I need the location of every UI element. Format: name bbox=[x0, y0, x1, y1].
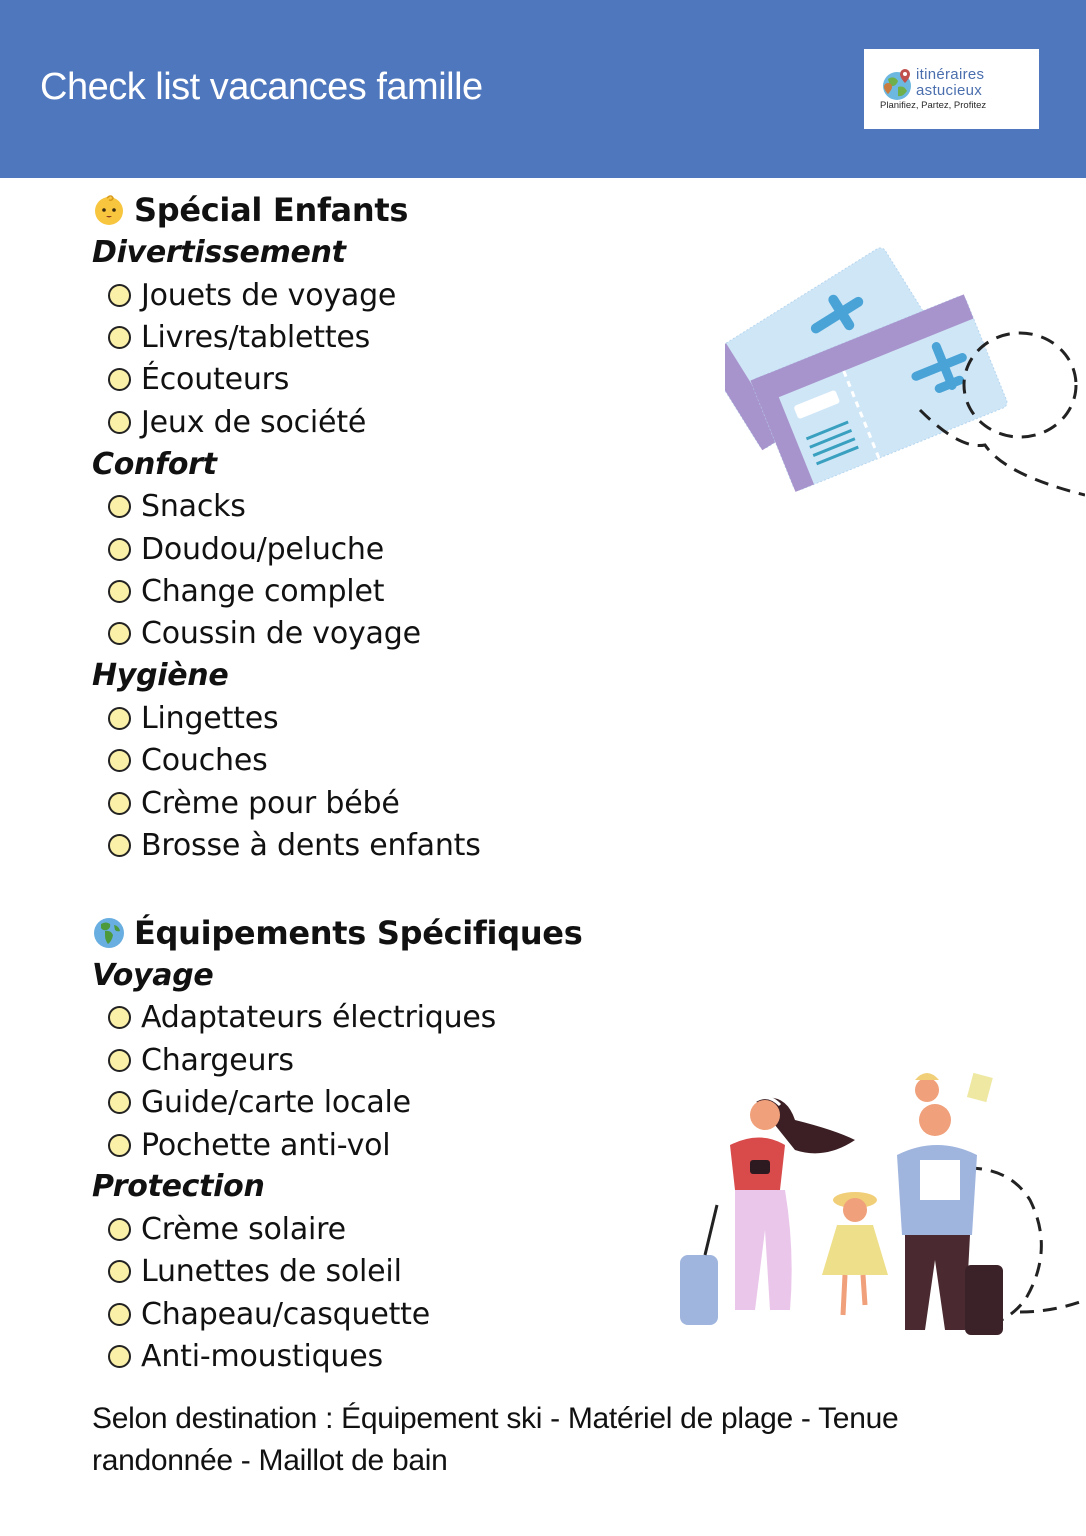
family-travel-illustration bbox=[665, 1060, 1086, 1350]
checklist-item[interactable] bbox=[92, 274, 712, 316]
checkbox-circle[interactable] bbox=[108, 1134, 131, 1157]
logo-tagline: Planifiez, Partez, Profitez bbox=[880, 100, 987, 111]
checkbox-circle[interactable] bbox=[108, 495, 131, 518]
group-title: Confort bbox=[92, 446, 217, 482]
item-label: Couches bbox=[141, 743, 268, 779]
baby-face-icon bbox=[92, 193, 126, 227]
plane-tickets-illustration bbox=[725, 225, 1085, 520]
checkbox-circle[interactable] bbox=[108, 749, 131, 772]
section-spacer bbox=[92, 867, 712, 911]
checklist-item[interactable] bbox=[92, 401, 712, 443]
item-label: Guide/carte locale bbox=[141, 1085, 411, 1121]
item-label: Lunettes de soleil bbox=[141, 1254, 402, 1290]
checklist-item[interactable] bbox=[92, 1208, 712, 1250]
checklist-item[interactable] bbox=[92, 997, 712, 1039]
checklist-item[interactable] bbox=[92, 613, 712, 655]
checklist-item[interactable] bbox=[92, 486, 712, 528]
group-title: Hygiène bbox=[92, 658, 229, 694]
checkbox-circle[interactable] bbox=[108, 411, 131, 434]
checkbox-circle[interactable] bbox=[108, 1303, 131, 1326]
checklist-item[interactable] bbox=[92, 697, 712, 739]
checklist-item[interactable] bbox=[92, 824, 712, 866]
checkbox-circle[interactable] bbox=[108, 1091, 131, 1114]
logo-text-line1: itinéraires bbox=[916, 66, 985, 83]
section-title-text: Spécial Enfants bbox=[134, 191, 409, 229]
checklist-item[interactable] bbox=[92, 740, 712, 782]
item-label: Jouets de voyage bbox=[141, 277, 397, 313]
group-title: Voyage bbox=[92, 957, 214, 993]
checkbox-circle[interactable] bbox=[108, 1345, 131, 1368]
checklist-item[interactable] bbox=[92, 1335, 712, 1377]
item-label: Livres/tablettes bbox=[141, 320, 371, 356]
checkbox-circle[interactable] bbox=[108, 580, 131, 603]
header-banner bbox=[0, 0, 1086, 178]
section-title-equipements bbox=[92, 911, 712, 955]
checklist-item[interactable] bbox=[92, 528, 712, 570]
checkbox-circle[interactable] bbox=[108, 707, 131, 730]
checklist-item[interactable] bbox=[92, 570, 712, 612]
checklist-item[interactable] bbox=[92, 1293, 712, 1335]
item-label: Anti-moustiques bbox=[141, 1339, 383, 1375]
checkbox-circle[interactable] bbox=[108, 1049, 131, 1072]
checklist-item[interactable] bbox=[92, 1251, 712, 1293]
checkbox-circle[interactable] bbox=[108, 792, 131, 815]
item-label: Pochette anti-vol bbox=[141, 1127, 391, 1163]
item-label: Écouteurs bbox=[141, 362, 290, 398]
page-title: Check list vacances famille bbox=[40, 66, 483, 108]
checklist-item[interactable] bbox=[92, 359, 712, 401]
item-label: Chapeau/casquette bbox=[141, 1296, 430, 1332]
checklist-item[interactable] bbox=[92, 316, 712, 358]
logo bbox=[864, 49, 1039, 129]
checkbox-circle[interactable] bbox=[108, 368, 131, 391]
item-label: Snacks bbox=[141, 489, 246, 525]
item-label: Brosse à dents enfants bbox=[141, 827, 481, 863]
globe-pin-icon bbox=[880, 67, 916, 103]
checkbox-circle[interactable] bbox=[108, 538, 131, 561]
checklist-item[interactable] bbox=[92, 1124, 712, 1166]
item-label: Chargeurs bbox=[141, 1042, 294, 1078]
section-title-text: Équipements Spécifiques bbox=[134, 913, 583, 952]
checklist bbox=[92, 188, 712, 1378]
item-label: Lingettes bbox=[141, 700, 279, 736]
checkbox-circle[interactable] bbox=[108, 326, 131, 349]
checkbox-circle[interactable] bbox=[108, 834, 131, 857]
destination-note: Selon destination : Équipement ski - Matériel de plage - Tenue randonnée - Maillot de bain bbox=[92, 1402, 899, 1477]
checkbox-circle[interactable] bbox=[108, 1006, 131, 1029]
logo-text-line2: astucieux bbox=[916, 82, 983, 99]
item-label: Coussin de voyage bbox=[141, 616, 421, 652]
checkbox-circle[interactable] bbox=[108, 622, 131, 645]
checkbox-circle[interactable] bbox=[108, 1218, 131, 1241]
checkbox-circle[interactable] bbox=[108, 1260, 131, 1283]
section-title-special-enfants bbox=[92, 188, 712, 232]
globe-icon bbox=[92, 916, 126, 950]
item-label: Crème pour bébé bbox=[141, 785, 400, 821]
group-title: Protection bbox=[92, 1169, 265, 1205]
item-label: Adaptateurs électriques bbox=[141, 1000, 497, 1036]
checkbox-circle[interactable] bbox=[108, 284, 131, 307]
checklist-item[interactable] bbox=[92, 782, 712, 824]
checklist-item[interactable] bbox=[92, 1081, 712, 1123]
item-label: Jeux de société bbox=[141, 404, 367, 440]
item-label: Change complet bbox=[141, 574, 385, 610]
checklist-item[interactable] bbox=[92, 1039, 712, 1081]
item-label: Doudou/peluche bbox=[141, 531, 385, 567]
item-label: Crème solaire bbox=[141, 1211, 346, 1247]
group-title: Divertissement bbox=[92, 235, 346, 270]
